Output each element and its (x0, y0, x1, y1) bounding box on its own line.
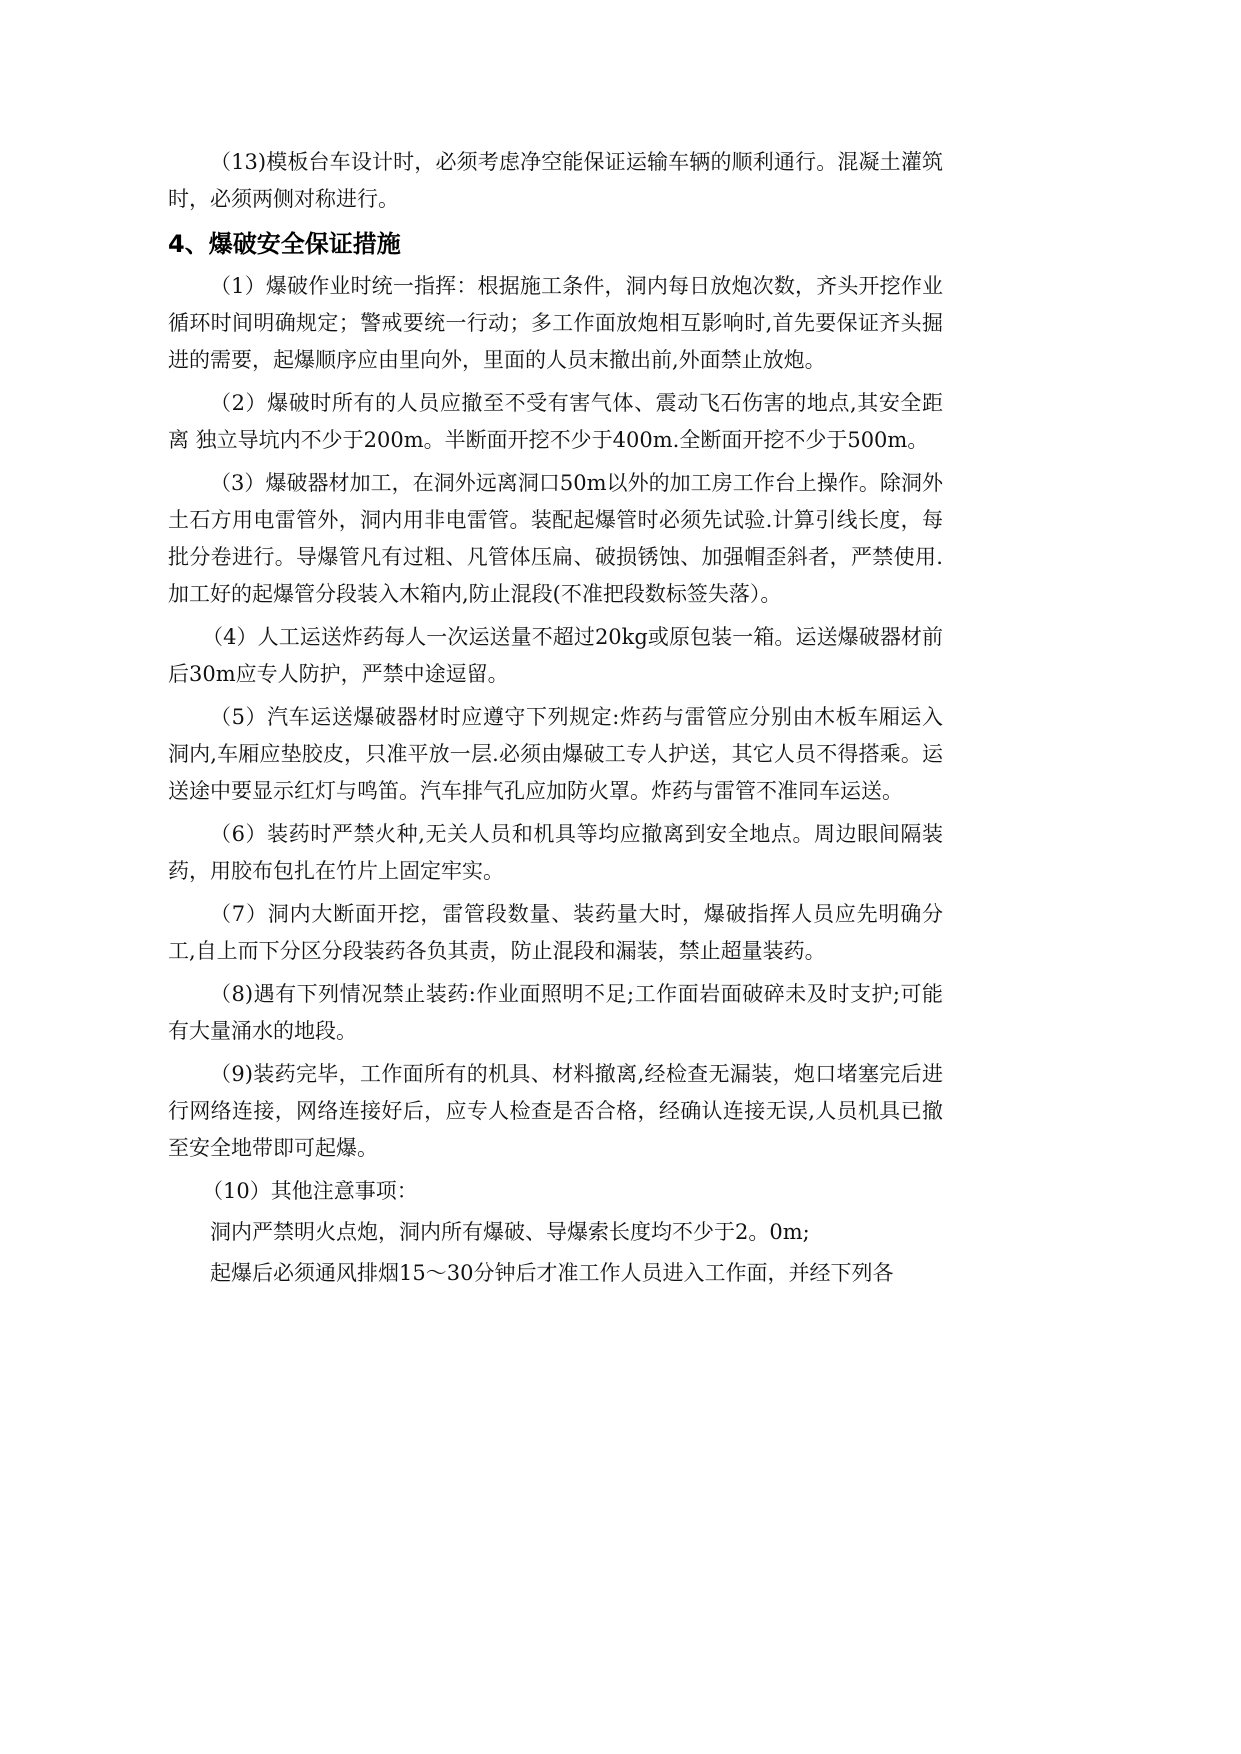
paragraph-item-4: （4）人工运送炸药每人一次运送量不超过20kg或原包装一箱。运送爆破器材前后30m应专人防护，严禁中途逗留。 (168, 625, 943, 686)
paragraph-item-3: （3）爆破器材加工，在洞外远离洞口50m以外的加工房工作台上操作。除洞外土石方用电雷管外，洞内用非电雷管。装配起爆管时必须先试验.计算引线长度，每批分卷进行。导爆管凡有过粗、凡管体压扁、破损锈蚀、加强帽歪斜者，严禁使用.加工好的起爆管分段装入木箱内,防止混段(不准把段数标签失落）。 (168, 471, 943, 606)
paragraph-item-1: （1）爆破作业时统一指挥：根据施工条件，洞内每日放炮次数，齐头开挖作业循环时间明确规定；警戒要统一行动；多工作面放炮相互影响时,首先要保证齐头掘进的需要，起爆顺序应由里向外，里面的人员末撤出前,外面禁止放炮。 (168, 274, 943, 372)
paragraph-item-8: （8)遇有下列情况禁止装药:作业面照明不足;工作面岩面破碎未及时支护;可能有大量涌水的地段。 (168, 982, 943, 1043)
paragraph-item-6: （6）装药时严禁火种,无关人员和机具等均应撤离到安全地点。周边眼间隔装药，用胶布包扎在竹片上固定牢实。 (168, 822, 943, 883)
paragraph-item-7: （7）洞内大断面开挖，雷管段数量、装药量大时，爆破指挥人员应先明确分工,自上而下分区分段装药各负其责，防止混段和漏装，禁止超量装药。 (168, 902, 943, 963)
paragraph-item-10: （10）其他注意事项： (202, 1179, 418, 1203)
paragraph-item-5: （5）汽车运送爆破器材时应遵守下列规定:炸药与雷管应分别由木板车厢运入洞内,车厢应垫胶皮，只准平放一层.必须由爆破工专人护送，其它人员不得搭乘。运送途中要显示红灯与鸣笛。汽车排气孔应加防火罩。炸药与雷管不准同车运送。 (168, 705, 943, 803)
paragraph-item-9: （9)装药完毕，工作面所有的机具、材料撤离,经检查无漏装，炮口堵塞完后进行网络连接，网络连接好后，应专人检查是否合格，经确认连接无误,人员机具已撤至安全地带即可起爆。 (168, 1062, 943, 1160)
paragraph-note-1: 洞内严禁明火点炮，洞内所有爆破、导爆索长度均不少于2。0m; (210, 1220, 810, 1244)
paragraph-item-13: （13)模板台车设计时，必须考虑净空能保证运输车辆的顺利通行。混凝土灌筑时，必须两侧对称进行。 (168, 150, 943, 211)
section-heading: 4、爆破安全保证措施 (168, 230, 401, 258)
paragraph-item-2: （2）爆破时所有的人员应撤至不受有害气体、震动飞石伤害的地点,其安全距离 独立导坑内不少于200m。半断面开挖不少于400m.全断面开挖不少于500m。 (168, 391, 943, 452)
paragraph-note-2: 起爆后必须通风排烟15～30分钟后才准工作人员进入工作面，并经下列各 (210, 1261, 894, 1285)
document-body (168, 144, 943, 1296)
